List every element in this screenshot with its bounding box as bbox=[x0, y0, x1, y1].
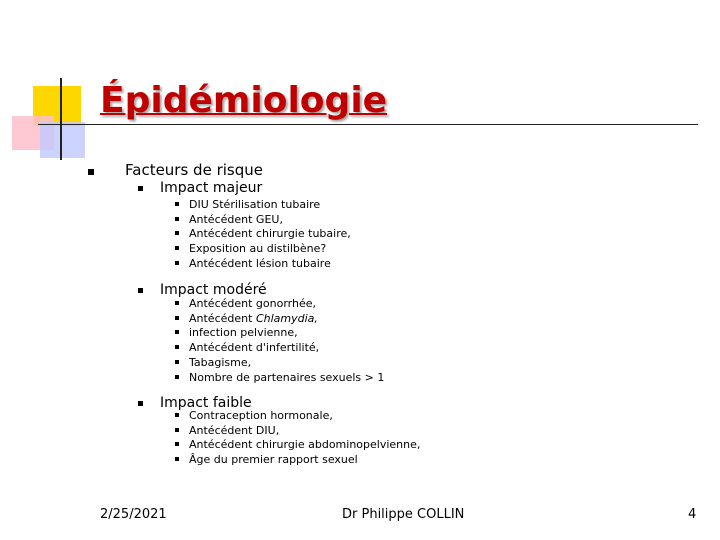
main-bullet-label: Facteurs de risque bbox=[125, 161, 263, 179]
square-bullet-icon bbox=[175, 442, 179, 446]
square-bullet-icon bbox=[175, 301, 179, 305]
list-item-italic-text: Chlamydia, bbox=[255, 311, 318, 325]
square-bullet-icon bbox=[175, 375, 179, 379]
square-bullet-icon bbox=[138, 401, 143, 406]
list-item-text: Nombre de partenaires sexuels > 1 bbox=[189, 370, 385, 384]
square-bullet-icon bbox=[175, 246, 179, 250]
list-item-text: infection pelvienne, bbox=[189, 326, 298, 340]
square-bullet-icon bbox=[175, 428, 179, 432]
square-bullet-icon bbox=[175, 217, 179, 221]
list-item-text: Tabagisme, bbox=[189, 355, 252, 369]
square-bullet-icon bbox=[175, 330, 179, 334]
list-item-text: Âge du premier rapport sexuel bbox=[189, 453, 358, 467]
square-bullet-icon bbox=[175, 360, 179, 364]
footer-author: Dr Philippe COLLIN bbox=[342, 507, 465, 522]
slide-title: Épidémiologie bbox=[100, 80, 388, 121]
square-bullet-icon bbox=[175, 261, 179, 265]
square-bullet-icon bbox=[175, 231, 179, 235]
square-bullet-icon bbox=[175, 413, 179, 417]
list-item-text: Antécédent bbox=[189, 311, 256, 325]
square-bullet-icon bbox=[175, 457, 179, 461]
decor-blue-square bbox=[40, 122, 85, 158]
group-heading-label: Impact faible bbox=[160, 395, 252, 411]
list-item-text: Antécédent chirurgie abdominopelvienne, bbox=[189, 438, 421, 452]
square-bullet-icon bbox=[138, 186, 143, 191]
page-number: 4 bbox=[688, 507, 697, 522]
list-item-text: DIU Stérilisation tubaire bbox=[189, 198, 321, 211]
list-item-text: Antécédent d'infertilité, bbox=[189, 341, 320, 355]
list-item-text: Antécédent DIU, bbox=[189, 423, 280, 437]
list-item-text: Contraception hormonale, bbox=[189, 409, 333, 422]
group-heading-label: Impact modéré bbox=[160, 282, 267, 298]
square-bullet-icon bbox=[175, 202, 179, 206]
square-bullet-icon bbox=[175, 316, 179, 320]
square-bullet-icon bbox=[88, 169, 94, 175]
list-item-text: Exposition au distilbène? bbox=[189, 242, 327, 256]
list-item-text: Antécédent lésion tubaire bbox=[189, 256, 331, 270]
list-item-text: Antécédent gonorrhée, bbox=[189, 297, 316, 310]
list-item-text: Antécédent GEU, bbox=[189, 212, 283, 226]
title-underline-rule bbox=[38, 124, 698, 125]
square-bullet-icon bbox=[138, 288, 143, 293]
list-item-text: Antécédent chirurgie tubaire, bbox=[189, 227, 351, 241]
decor-vertical-line bbox=[60, 78, 62, 160]
square-bullet-icon bbox=[175, 345, 179, 349]
group-heading-label: Impact majeur bbox=[160, 180, 263, 196]
footer-date: 2/25/2021 bbox=[100, 507, 167, 522]
